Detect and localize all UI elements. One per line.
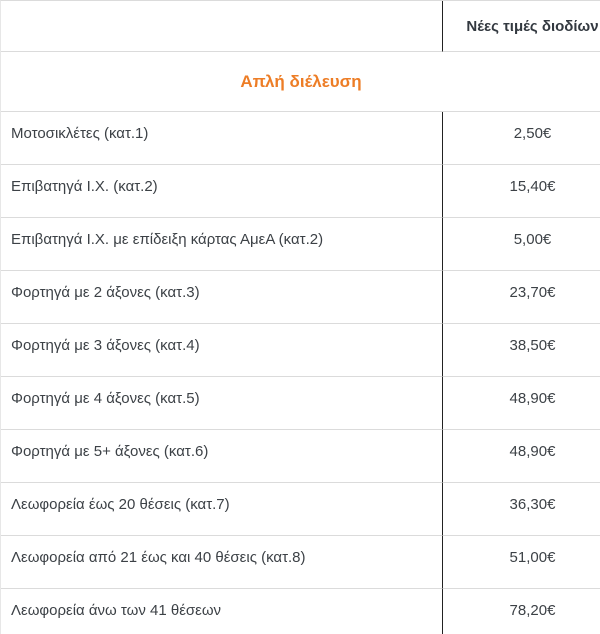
category-label: Λεωφορεία από 21 έως και 40 θέσεις (κατ.8) xyxy=(1,536,442,589)
price-value: 5,00€ xyxy=(442,218,600,271)
table-row xyxy=(1,536,600,589)
price-value: 38,50€ xyxy=(442,324,600,377)
price-value: 78,20€ xyxy=(442,589,600,634)
table-row xyxy=(1,218,600,271)
table-row xyxy=(1,430,600,483)
header-empty-cell xyxy=(1,1,442,52)
category-label: Λεωφορεία έως 20 θέσεις (κατ.7) xyxy=(1,483,442,536)
category-label: Επιβατηγά Ι.Χ. (κατ.2) xyxy=(1,165,442,218)
price-value: 15,40€ xyxy=(442,165,600,218)
table-row xyxy=(1,165,600,218)
table-row xyxy=(1,324,600,377)
category-label: Μοτοσικλέτες (κατ.1) xyxy=(1,112,442,165)
category-label: Φορτηγά με 3 άξονες (κατ.4) xyxy=(1,324,442,377)
category-label: Φορτηγά με 4 άξονες (κατ.5) xyxy=(1,377,442,430)
category-label: Λεωφορεία άνω των 41 θέσεων xyxy=(1,589,442,634)
section-header-row xyxy=(1,52,600,112)
price-value: 51,00€ xyxy=(442,536,600,589)
price-value: 48,90€ xyxy=(442,430,600,483)
category-label: Φορτηγά με 2 άξονες (κατ.3) xyxy=(1,271,442,324)
price-value: 36,30€ xyxy=(442,483,600,536)
table-row xyxy=(1,377,600,430)
price-value: 23,70€ xyxy=(442,271,600,324)
price-value: 48,90€ xyxy=(442,377,600,430)
table-header-row xyxy=(1,1,600,52)
table-row xyxy=(1,271,600,324)
header-price-column: Νέες τιμές διοδίων xyxy=(442,1,600,52)
price-value: 2,50€ xyxy=(442,112,600,165)
category-label: Επιβατηγά Ι.Χ. με επίδειξη κάρτας ΑμεΑ (κατ.2) xyxy=(1,218,442,271)
category-label: Φορτηγά με 5+ άξονες (κατ.6) xyxy=(1,430,442,483)
table-row xyxy=(1,483,600,536)
table-row xyxy=(1,112,600,165)
table-row xyxy=(1,589,600,634)
section-title: Απλή διέλευση xyxy=(1,52,600,112)
